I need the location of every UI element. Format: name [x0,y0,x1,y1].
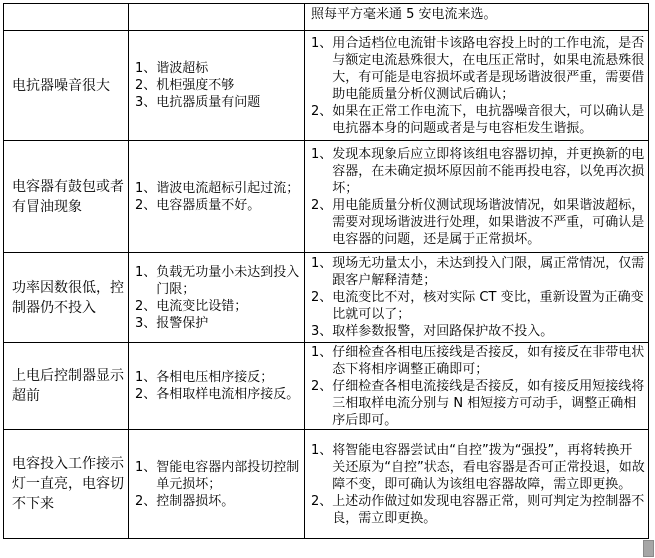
list-item: 2、 控制器损坏。 [135,493,235,509]
troubleshooting-table [3,3,649,539]
cause-cell [129,430,305,539]
table-row [4,31,649,141]
list-item: 1、 智能电容器内部投切控制单元损坏； [135,459,300,492]
solution-cell: 照每平方毫米通 5 安电流来选。 [305,4,649,31]
table-row [4,141,649,253]
scrollbar-thumb[interactable] [643,540,654,557]
list-item: 2、 电容器质量不好。 [135,197,261,213]
table-row [4,4,649,31]
fault-cell: 电容器有鼓包或者有冒油现象 [4,141,129,253]
list-item: 1、 将智能电容器尝试由“自控”拨为“强投”，再将转换开关还原为“自控”状态，看电容器是否可正常投退，如故障不变，即可确认为该组电容器故障，需立即更换。 [311,442,645,492]
solution-cell [305,141,649,253]
list-item: 1、 谐波超标 [135,61,209,76]
solution-cell [305,31,649,141]
list-item: 2、 用电能质量分析仪测试现场谐波情况，如果谐波超标，需要对现场谐波进行处理，如果谐波不严重，可确认是电容器的问题，还是属于正常损坏。 [311,197,645,247]
solution-cell [305,430,649,539]
list-item: 3、 电抗器质量有问题 [135,95,261,110]
solution-cell [305,343,649,430]
cause-cell [129,31,305,141]
list-item: 2、 上述动作做过如发现电容器正常，则可判定为控制器不良，需立即更换。 [311,493,645,526]
list-item: 1、 仔细检查各相电压接线是否接反，如有接反在非带电状态下将相序调整正确即可； [311,344,645,377]
fault-cell: 电容投入工作接示灯一直亮，电容切不下来 [4,430,129,539]
cause-cell [129,253,305,343]
list-item: 1、 现场无功量太小，未达到投入门限，属正常情况，仅需跟客户解释清楚； [311,256,645,288]
cause-cell [129,4,305,31]
fault-cell: 上电后控制器显示超前 [4,343,129,430]
fault-cell: 电抗器噪音很大 [4,31,129,141]
list-item: 3、 取样参数报警，对回路保护故不投入。 [311,324,554,339]
fault-cell: 功率因数很低，控制器仍不投入 [4,253,129,343]
fault-cell [4,4,129,31]
list-item: 1、 发现本现象后应立即将该组电容器切掉，并更换新的电容器，在未确定损坏原因前不能再投电容，以免再次损坏； [311,146,645,196]
list-item: 1、 谐波电流超标引起过流； [135,180,300,196]
table-row [4,253,649,343]
solution-cell [305,253,649,343]
list-item: 2、 如果在正常工作电流下，电抗器噪音很大，可以确认是电抗器本身的问题或者是与电容柜发生谐振。 [311,103,645,136]
list-item: 1、 各相电压相序接反； [135,370,274,385]
list-item: 1、 负载无功量小未达到投入门限； [135,264,300,297]
list-item: 2、 电流变比不对，核对实际 CT 变比，重新设置为正确变比就可以了； [311,290,644,322]
table-row [4,430,649,539]
list-item: 2、 仔细检查各相电流接线是否接反，如有接反用短接线将三相取样电流分别与 N 相短接方可动手，调整正确相序后即可。 [311,378,645,428]
list-item: 2、 电流变比设错； [135,298,248,314]
cause-cell [129,141,305,253]
list-item: 3、 报警保护 [135,315,209,331]
list-item: 1、 用合适档位电流钳卡该路电容投上时的工作电流，是否与额定电流悬殊很大，在电压正常时，如果电流悬殊很大，有可能是电容损坏或者是现场谐波很严重，需要借助电能质量分析仪测试后确认； [311,35,645,102]
cause-cell [129,343,305,430]
table-row [4,343,649,430]
list-item: 2、 各相取样电流相序接反。 [135,387,300,402]
list-item: 2、 机柜强度不够 [135,78,235,93]
